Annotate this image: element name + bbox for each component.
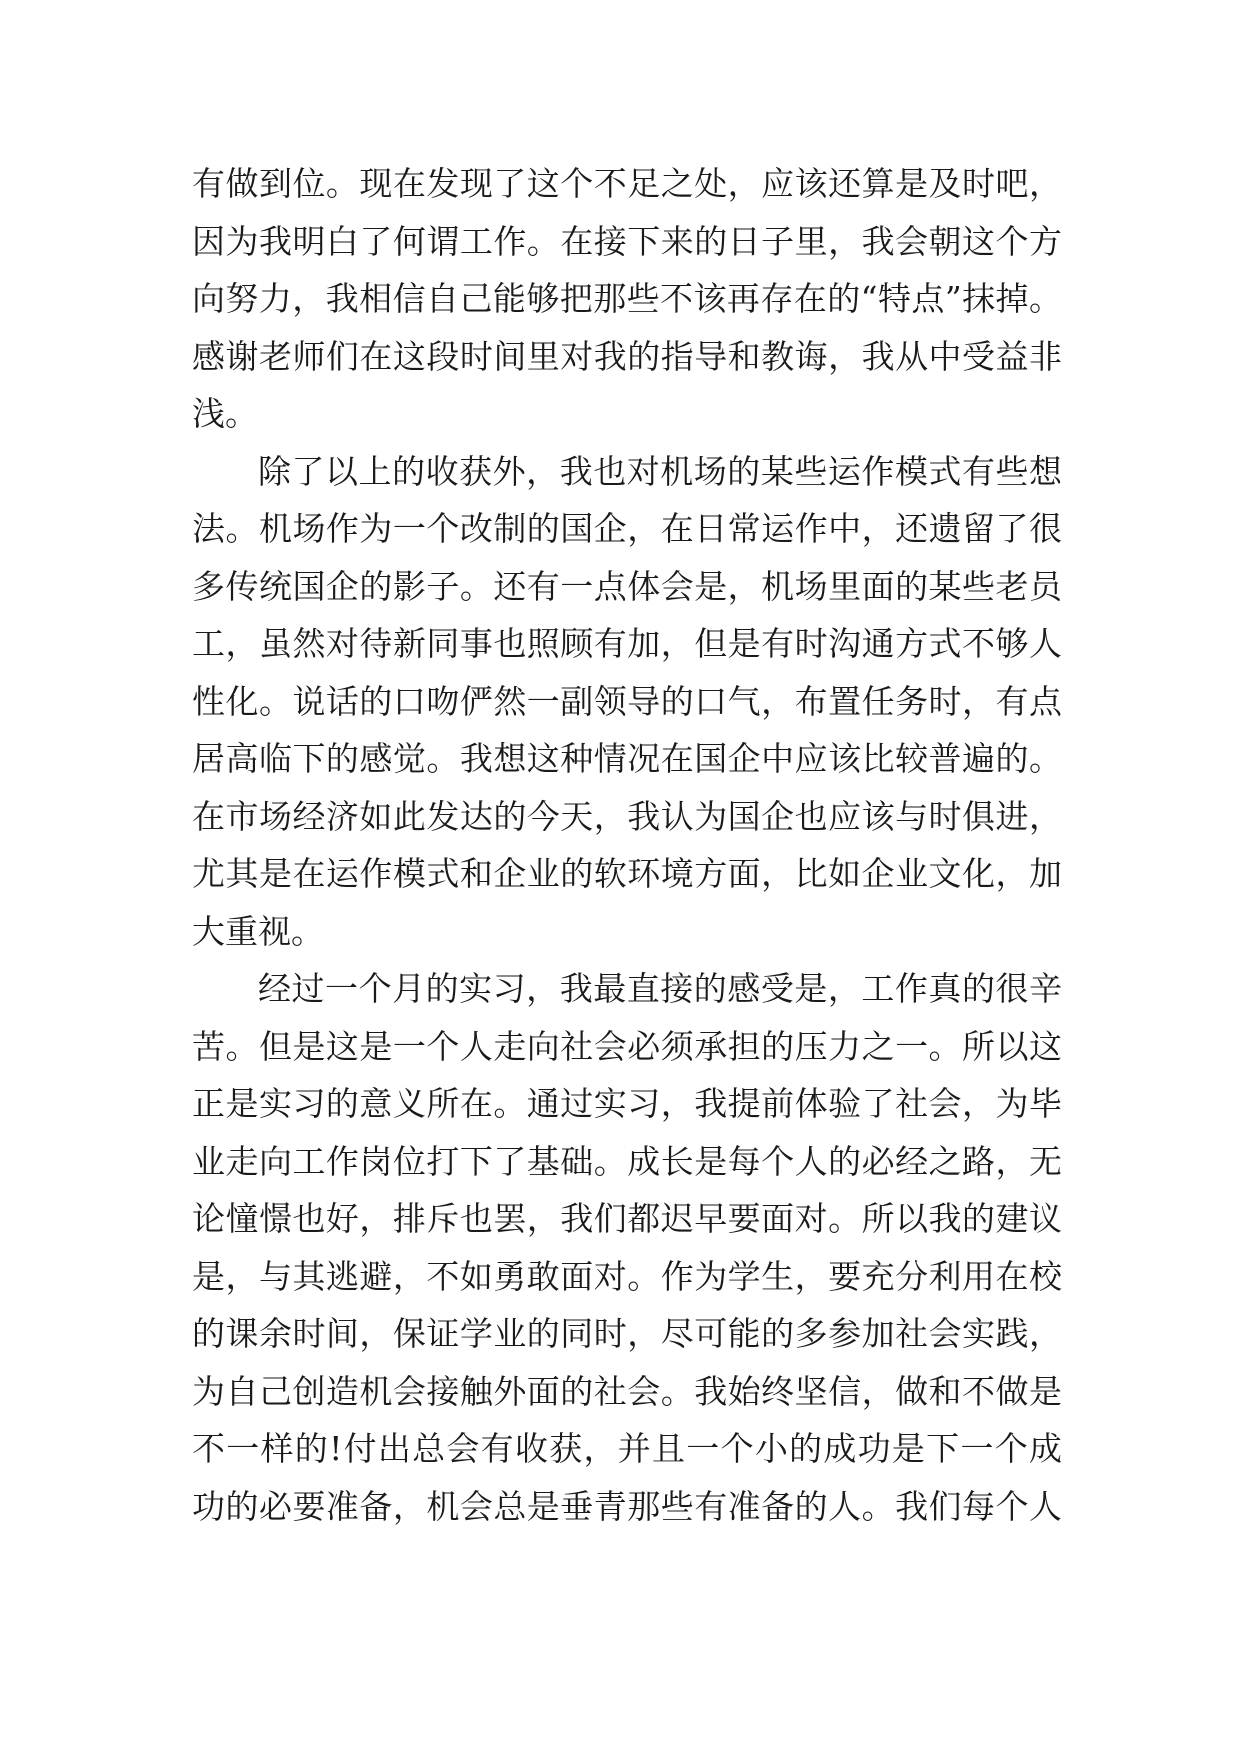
document-body [192, 155, 1062, 1535]
paragraph-1 [192, 155, 1062, 443]
text-line: 苦。但是这是一个人走向社会必须承担的压力之一。所以这 [192, 1026, 1062, 1066]
paragraph-2 [192, 443, 1062, 961]
text-line: 在市场经济如此发达的今天，我认为国企也应该与时俱进， [192, 796, 1062, 836]
text-line: 正是实习的意义所在。通过实习，我提前体验了社会，为毕 [192, 1084, 1062, 1123]
text-line: 的课余时间，保证学业的同时，尽可能的多参加社会实践， [192, 1314, 1062, 1353]
text-line: 有做到位。现在发现了这个不足之处，应该还算是及时吧， [192, 164, 1062, 203]
text-line: 除了以上的收获外，我也对机场的某些运作模式有些想 [258, 451, 1062, 491]
paragraph-3 [192, 960, 1062, 1535]
text-line: 因为我明白了何谓工作。在接下来的日子里，我会朝这个方 [192, 221, 1062, 261]
text-line: 工，虽然对待新同事也照顾有加，但是有时沟通方式不够人 [192, 624, 1062, 663]
text-line: 业走向工作岗位打下了基础。成长是每个人的必经之路，无 [192, 1141, 1062, 1181]
text-line: 浅。 [192, 394, 258, 433]
text-line: 法。机场作为一个改制的国企，在日常运作中，还遗留了很 [192, 509, 1062, 548]
text-line: 功的必要准备，机会总是垂青那些有准备的人。我们每个人 [192, 1486, 1062, 1526]
text-line: 性化。说话的口吻俨然一副领导的口气，布置任务时，有点 [192, 681, 1062, 721]
text-line: 感谢老师们在这段时间里对我的指导和教诲，我从中受益非 [192, 336, 1062, 376]
text-line: 大重视。 [192, 911, 324, 951]
text-line: 不一样的!付出总会有收获，并且一个小的成功是下一个成 [192, 1429, 1062, 1468]
text-line: 论憧憬也好，排斥也罢，我们都迟早要面对。所以我的建议 [192, 1199, 1062, 1238]
text-line: 为自己创造机会接触外面的社会。我始终坚信，做和不做是 [192, 1371, 1062, 1411]
text-line: 多传统国企的影子。还有一点体会是，机场里面的某些老员 [192, 566, 1062, 606]
text-line: 尤其是在运作模式和企业的软环境方面，比如企业文化，加 [192, 854, 1062, 893]
text-line: 是，与其逃避，不如勇敢面对。作为学生，要充分利用在校 [192, 1256, 1062, 1296]
text-line: 居高临下的感觉。我想这种情况在国企中应该比较普遍的。 [192, 739, 1062, 778]
text-line: 向努力，我相信自己能够把那些不该再存在的“特点”抹掉。 [192, 279, 1062, 318]
text-line: 经过一个月的实习，我最直接的感受是，工作真的很辛 [258, 969, 1062, 1008]
